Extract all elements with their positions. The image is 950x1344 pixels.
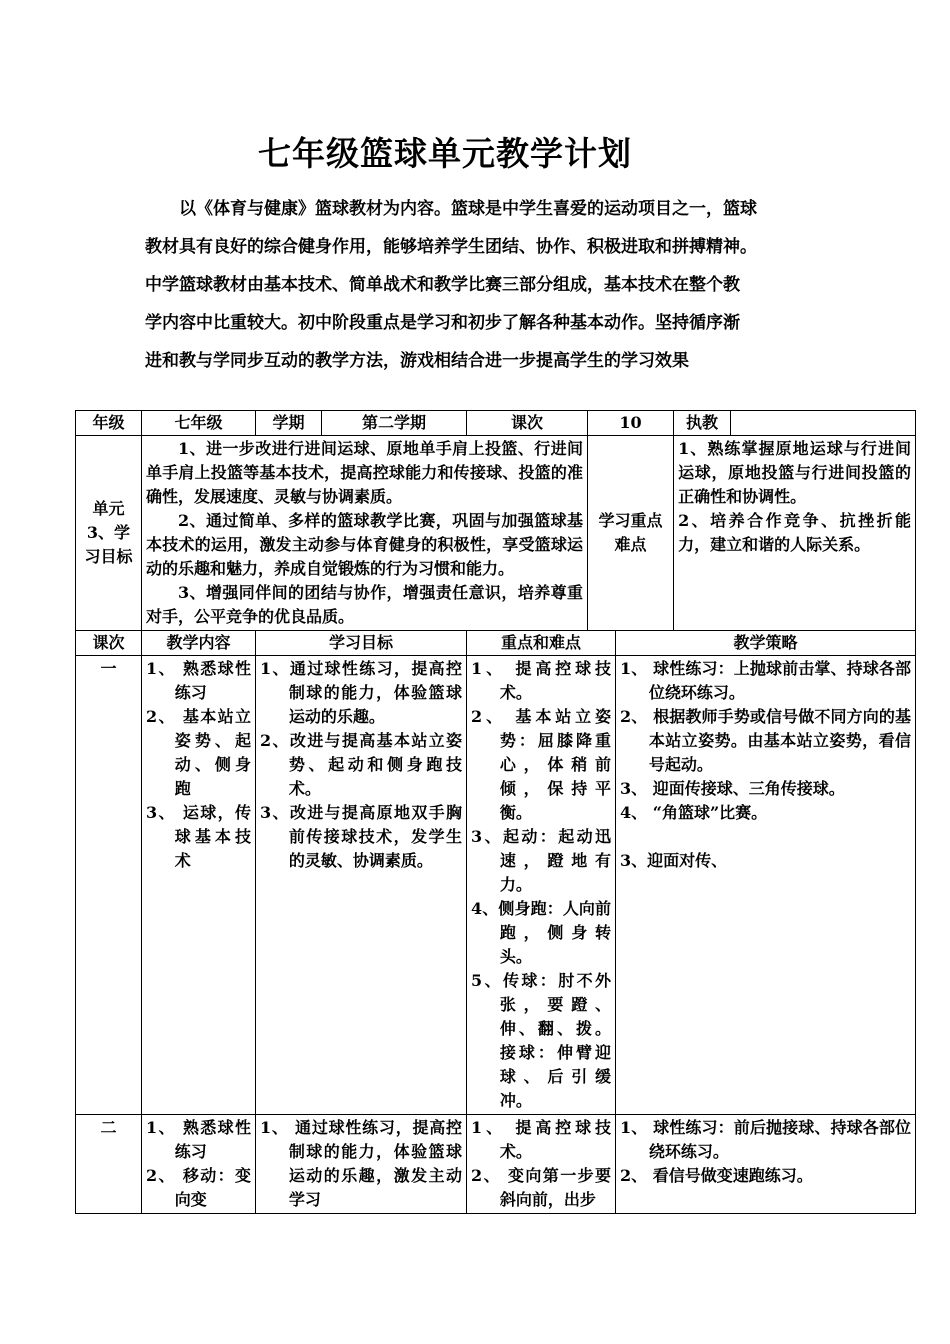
col-key: 重点和难点 — [467, 631, 616, 656]
grade-label: 年级 — [76, 411, 142, 436]
list-item: 1、 提高控球技术。 — [471, 1118, 612, 1161]
header-row — [76, 411, 916, 436]
list-item: 1、 熟悉球性练习 — [146, 659, 252, 702]
lesson-goals — [256, 656, 467, 1115]
list-item: 2、 变向第一步要斜向前，出步 — [471, 1166, 612, 1209]
col-strategy: 教学策略 — [616, 631, 916, 656]
list-item: 1、通过球性练习，提高控制球的能力，体验篮球运动的乐趣。 — [260, 659, 463, 726]
list-item: 3、迎面对传、 — [620, 851, 728, 870]
col-goals: 学习目标 — [256, 631, 467, 656]
unit-goal-item: 3、增强同伴间的团结与协作，增强责任意识，培养尊重对手，公平竞争的优良品质。 — [146, 583, 584, 626]
key-point-item: 1、熟练掌握原地运球与行进间运球，原地投篮与行进间投篮的正确性和协调性。 — [678, 439, 912, 506]
intro-line: 学内容中比重较大。初中阶段重点是学习和初步了解各种基本动作。坚持循序渐 — [145, 313, 740, 333]
list-item: 2、改进与提高基本站立姿势、起动和侧身跑技术。 — [260, 731, 463, 798]
unit-goal-item: 1、进一步改进行进间运球、原地单手肩上投篮、行进间单手肩上投篮等基本技术，提高控球能力和传接球、投篮的准确性，发展速度、灵敏与协调素质。 — [146, 439, 584, 506]
lesson-content — [142, 1115, 256, 1214]
grade-value: 七年级 — [142, 411, 256, 436]
unit-row — [76, 436, 916, 631]
unit-goals-label: 单元3、学习目标 — [76, 436, 142, 631]
lesson-goals — [256, 1115, 467, 1214]
lesson-number: 一 — [76, 656, 142, 1115]
key-points-label: 学习重点难点 — [588, 436, 674, 631]
list-item: 5、传球：肘不外张，要蹬、伸、翻、拨。接球：伸臂迎球、后引缓冲。 — [471, 971, 612, 1110]
list-item: 4、侧身跑：人向前跑，侧身转头。 — [471, 899, 612, 966]
unit-goals — [142, 436, 588, 631]
intro-line: 以《体育与健康》篮球教材为内容。篮球是中学生喜爱的运动项目之一，篮球 — [145, 199, 757, 219]
list-item: 3、起动：起动迅速，蹬地有力。 — [471, 827, 612, 894]
list-item: 2、 移动：变向变 — [146, 1166, 252, 1209]
teacher-value — [731, 411, 916, 436]
term-value: 第二学期 — [322, 411, 467, 436]
list-item: 1、 球性练习：前后抛接球、持球各部位绕环练习。 — [620, 1118, 912, 1161]
lesson-key-points — [467, 1115, 616, 1214]
list-item: 1、 通过球性练习，提高控制球的能力，体验篮球运动的乐趣，激发主动学习 — [260, 1118, 463, 1209]
term-label: 学期 — [256, 411, 322, 436]
col-lesson: 课次 — [76, 631, 142, 656]
list-item: 3、改进与提高原地双手胸前传接球技术，发学生的灵敏、协调素质。 — [260, 803, 463, 870]
table-row — [76, 656, 916, 1115]
key-points — [674, 436, 916, 631]
list-item: 2、 基本站立姿势：屈膝降重心，体稍前倾，保持平衡。 — [471, 707, 612, 822]
intro-line: 教材具有良好的综合健身作用，能够培养学生团结、协作、积极进取和拼搏精神。 — [145, 237, 757, 257]
list-item: 1、 球性练习：上抛球前击掌、持球各部位绕环练习。 — [620, 659, 912, 702]
list-item: 1、 熟悉球性练习 — [146, 1118, 252, 1161]
table-row — [76, 1115, 916, 1214]
list-item: 3、 迎面传接球、三角传接球。 — [620, 779, 845, 798]
list-item: 3、 运球，传球基本技术 — [146, 803, 252, 870]
list-item: 4、 “角篮球”比赛。 — [620, 803, 768, 822]
lessons-label: 课次 — [467, 411, 588, 436]
column-header-row — [76, 631, 916, 656]
page-title: 七年级篮球单元教学计划 — [258, 134, 632, 173]
lesson-strategy — [616, 1115, 916, 1214]
plan-table — [75, 410, 916, 1214]
lesson-key-points — [467, 656, 616, 1115]
unit-goal-item: 2、通过简单、多样的篮球教学比赛，巩固与加强篮球基本技术的运用，激发主动参与体育健身的积极性，享受篮球运动的乐趣和魅力，养成自觉锻炼的行为习惯和能力。 — [146, 511, 584, 578]
list-item: 2、 看信号做变速跑练习。 — [620, 1166, 813, 1185]
intro-line: 进和教与学同步互动的教学方法，游戏相结合进一步提高学生的学习效果 — [145, 351, 689, 371]
teacher-label: 执教 — [674, 411, 731, 436]
list-item: 2、 基本站立姿势、起动、侧身跑 — [146, 707, 252, 798]
key-point-item: 2、培养合作竞争、抗挫折能力，建立和谐的人际关系。 — [678, 511, 912, 554]
lesson-content — [142, 656, 256, 1115]
intro-line: 中学篮球教材由基本技术、简单战术和教学比赛三部分组成，基本技术在整个教 — [145, 275, 740, 295]
list-item — [620, 825, 911, 849]
lessons-value: 10 — [588, 411, 674, 436]
lesson-number: 二 — [76, 1115, 142, 1214]
list-item: 1、 提高控球技术。 — [471, 659, 612, 702]
list-item: 2、 根据教师手势或信号做不同方向的基本站立姿势。由基本站立姿势，看信号起动。 — [620, 707, 912, 774]
intro-paragraph — [145, 190, 810, 380]
col-content: 教学内容 — [142, 631, 256, 656]
lesson-strategy — [616, 656, 916, 1115]
